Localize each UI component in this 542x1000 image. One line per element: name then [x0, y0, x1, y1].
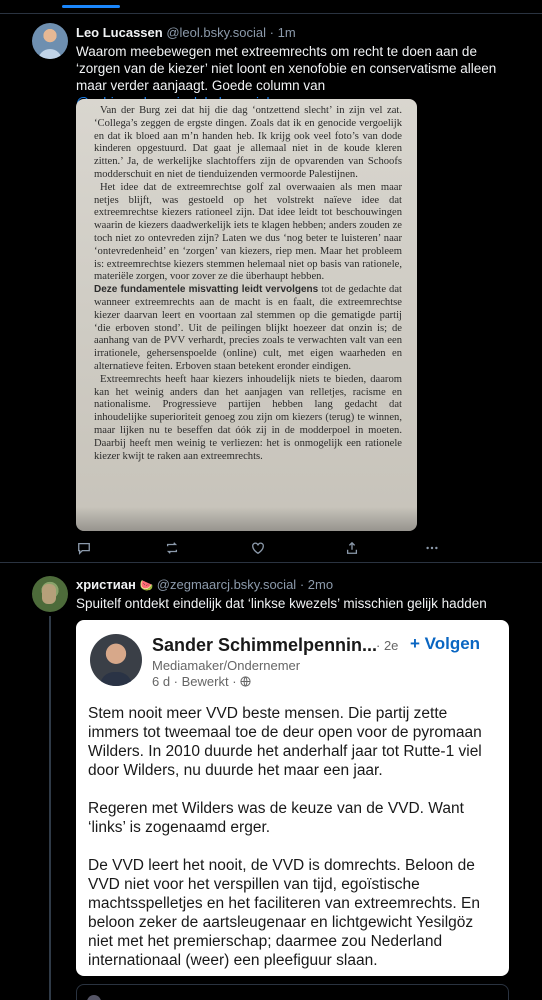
- repost-icon[interactable]: [164, 540, 180, 556]
- linkedin-post-body: [88, 704, 500, 976]
- newspaper-text: [94, 105, 402, 463]
- meta-separator: ·: [269, 25, 274, 40]
- avatar[interactable]: [32, 23, 68, 59]
- post-leo-lucassen[interactable]: [0, 15, 542, 563]
- newspaper-paragraph: Extreemrechts heeft haar kiezers inhoudelijk niets te bieden, daarom kan het weinig anders dan het aanjagen van relletjes, racisme en nationalisme. Progressieve partijen hebben lang gedacht dat inhoudelijke superioriteit genoeg zou zijn om kiezers (terug) te winnen, maar lijken nu te beseffen dat óók zij in de modderpoel in moeten. Daarbij heeft men weinig te verliezen: het is onmogelijk een rationele kiezer kwijt te raken aan extreemrechts.: [94, 373, 402, 462]
- post-text: Spuitelf ontdekt eindelijk dat ‘linkse kwezels’ misschien gelijk hadden: [76, 596, 487, 611]
- linkedin-author-title: Mediamaker/Ondernemer: [152, 658, 301, 673]
- embedded-post-preview[interactable]: [76, 984, 509, 1000]
- newspaper-paragraph: [94, 284, 402, 374]
- heart-icon[interactable]: [250, 540, 266, 556]
- author-name[interactable]: христиан: [76, 577, 136, 592]
- linkedin-author-name: Sander Schimmelpennin...: [152, 635, 378, 655]
- avatar: [90, 634, 142, 686]
- meta-separator: ·: [299, 577, 305, 592]
- post-time[interactable]: 1m: [277, 25, 296, 40]
- photo-shadow: [76, 507, 417, 531]
- post-meta: [76, 577, 333, 594]
- linkedin-post-age: 6 d · Bewerkt ·: [152, 674, 241, 689]
- author-name[interactable]: Leo Lucassen: [76, 25, 163, 40]
- linkedin-post-screenshot[interactable]: [76, 620, 509, 976]
- connection-degree: · 2e: [376, 638, 399, 653]
- newspaper-paragraph: Van der Burg zei dat hij die dag ‘ontzettend slecht’ in zijn vel zat. ‘Collega’s zeggen de ergste dingen. Zoals dat ik en genocide vergoelijk en dat ik bloed aan m’n handen heb. Ik krijg ook veel foto’s van dode kinderen opgestuurd. Dat gaat je allemaal niet in de koude kleren zitten.’ Ja, de werkelijke slachtoffers zijn de opvarenden van Schoofs modderschuit en niet de tienduizenden vermoorde Palestijnen.: [94, 105, 402, 180]
- top-tab-bar: [0, 0, 542, 14]
- reply-icon[interactable]: [76, 540, 92, 556]
- post-actions: [76, 540, 446, 556]
- post-meta: [76, 25, 296, 41]
- follow-button: + Volgen: [410, 634, 481, 653]
- linkedin-post-meta: [152, 674, 251, 689]
- thread-line: [49, 616, 51, 1000]
- newspaper-clipping-image[interactable]: [76, 99, 417, 531]
- newspaper-paragraph-rest: tot de gedachte dat wanneer extreemrechts aan de macht is en faalt, die extreemrechtse kiezer daarvan leert en voortaan zal stemmen op die gematigde partij ‘die erboven stond’. Uit de peilingen blijkt hoezeer dat onzin is; de aanhang van de PVV verhardt, precies zoals te verwachten valt van een irrationele, gehersenspoelde (online) cult, met eigen waarheden en alternatieve feiten. Erboven staan betekent eronder eindigen.: [94, 284, 402, 372]
- share-icon[interactable]: [344, 540, 360, 556]
- post-time[interactable]: 2mo: [307, 577, 334, 592]
- newspaper-bold-lead: Deze fundamentele misvatting leidt vervolgens: [94, 284, 319, 296]
- author-handle[interactable]: @leol.bsky.social: [166, 25, 266, 40]
- more-icon[interactable]: [424, 540, 440, 556]
- active-tab-indicator: [62, 5, 120, 8]
- avatar: [87, 995, 101, 1000]
- newspaper-paragraph: Het idee dat de extreemrechtse golf zal overwaaien als men maar netjes blijft, was gestoeld op het volstrekt naïeve idee dat extreemrechtse kiezers rationeel zijn. Dat idee leidt tot beschouwingen waarin de kiezers daadwerkelijk iets te klagen hebben; anders zouden ze toch niet zo ontevreden zijn? Laten we dus ‘nog beter te luisteren’ naar ‘ontevredenheid’ en ‘zorgen’ van kiezers, riep men. Maar het probleem is: extreemrechtse kiezers stemmen helemaal niet op basis van rationele, materiële zorgen, voor zover ze die überhaupt hebben.: [94, 181, 402, 283]
- watermelon-emoji: 🍉: [139, 580, 154, 592]
- linkedin-paragraph: Regeren met Wilders was de keuze van de VVD. Want ‘links’ is zogenaamd erger.: [88, 800, 464, 836]
- linkedin-paragraph: De VVD leert het nooit, de VVD is domrechts. Beloon de VVD niet voor het verspillen van tijd, egoïstische machtsspelletjes en het faciliteren van extreemrechts. En beloon zeker de aartsleugenaar en lichtgewicht Yesilgöz niet met het premierschap; daarmee zou Nederland internationaal (weer) een pleefiguur slaan.: [88, 857, 480, 969]
- linkedin-paragraph: Stem nooit meer VVD beste mensen. Die partij zette immers tot tweemaal toe de deur open voor de pyromaan Wilders. In 2010 duurde het anderhalf jaar tot Rutte-1 viel door Wilders, nu duurde het maar een jaar.: [88, 705, 482, 779]
- avatar[interactable]: [32, 576, 68, 612]
- globe-icon: [240, 676, 251, 687]
- post-text-body: Waarom meebewegen met extreemrechts om recht te doen aan de ‘zorgen van de kiezer’ niet loont en xenofobie en conservatisme alleen maar verder aanjaagt. Goede column van: [76, 44, 497, 93]
- author-handle[interactable]: @zegmaarcj.bsky.social: [156, 577, 297, 592]
- post-christian[interactable]: [0, 564, 542, 1000]
